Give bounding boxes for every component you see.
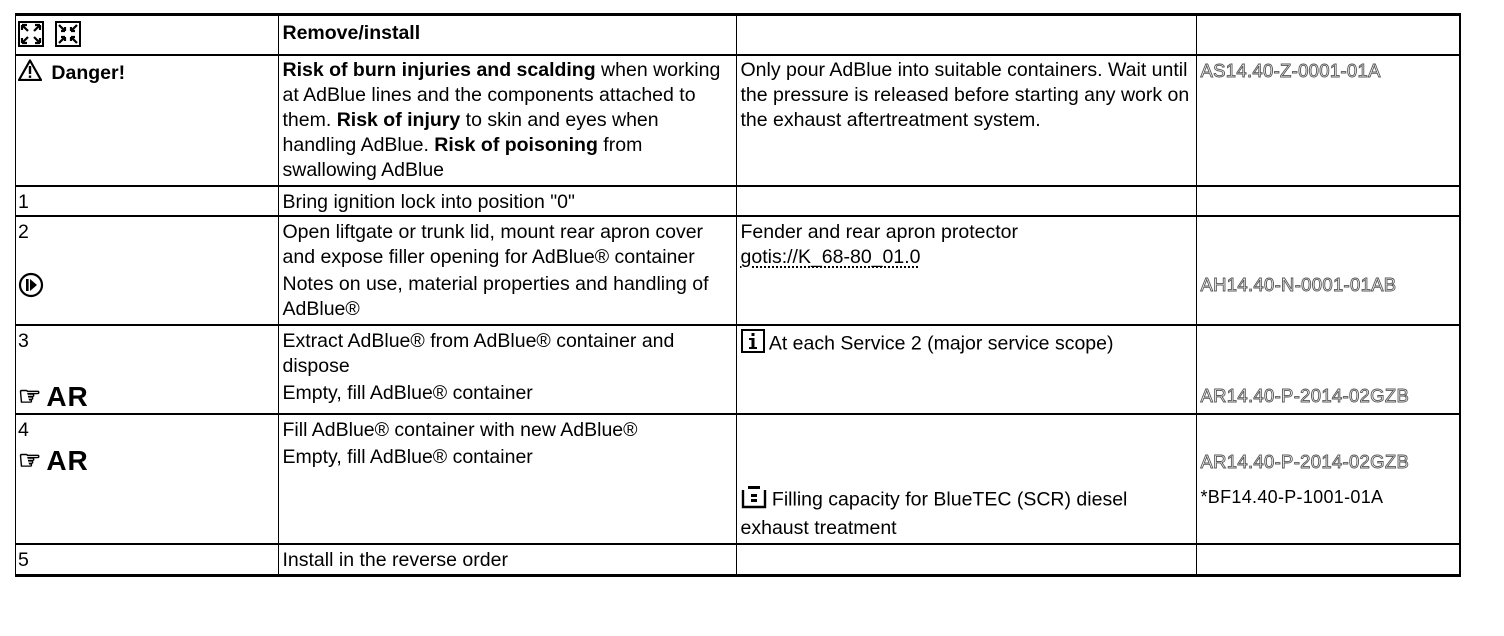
- header-row: [16, 16, 1459, 55]
- pointing-hand-icon: ☞: [18, 380, 43, 411]
- danger-ref-link[interactable]: AS14.40-Z-0001-01A: [1200, 60, 1381, 81]
- step-info-cell: [736, 414, 1196, 443]
- expand-icon[interactable]: [18, 21, 44, 54]
- ar-badge: [18, 443, 89, 477]
- step-number: 5: [16, 544, 278, 574]
- risk-poisoning-bold: Risk of poisoning: [434, 134, 598, 156]
- procedure-table: [16, 16, 1459, 574]
- step-row-5: [16, 544, 1459, 574]
- pointing-hand-icon: ☞: [18, 444, 43, 475]
- step-row-2: [16, 216, 1459, 270]
- step-number: 4: [16, 414, 278, 443]
- step-ref-cell: [1196, 544, 1459, 574]
- ar-ref-cell: [1196, 443, 1459, 477]
- step-text: Extract AdBlue® from AdBlue® container and dispose: [278, 325, 736, 379]
- ar-ref-link[interactable]: AR14.40-P-2014-02GZB: [1200, 385, 1410, 406]
- danger-measures: Only pour AdBlue into suitable containers. Wait until the pressure is released before starting any work on the exhaust aftertreatment system.: [736, 55, 1196, 186]
- danger-label-cell: [16, 55, 278, 186]
- step-info: At each Service 2 (major service scope): [768, 332, 1114, 355]
- step-row-1: [16, 186, 1459, 216]
- capacity-empty-cell: [16, 477, 278, 544]
- step-info-cell: [736, 544, 1196, 574]
- risk-poisoning-text: from swallowing AdBlue: [282, 134, 643, 181]
- step-text: Install in the reverse order: [278, 544, 736, 574]
- capacity-ref-cell: [1196, 477, 1459, 544]
- procedure-table-container: [15, 13, 1461, 577]
- step-row-3: [16, 325, 1459, 379]
- step-4-ar-row: [16, 443, 1459, 477]
- capacity-empty-cell: [278, 477, 736, 544]
- gotis-link[interactable]: gotis://K_68-80_01.0: [740, 246, 921, 268]
- step-info-cell: [736, 325, 1196, 379]
- step-number: 3: [16, 325, 278, 379]
- step-info: Fender and rear apron protector: [740, 221, 1018, 243]
- ar-label-cell: [16, 443, 278, 477]
- ar-text: Empty, fill AdBlue® container: [278, 379, 736, 414]
- step-ref-cell: [1196, 325, 1459, 379]
- ar-info-cell: [736, 379, 1196, 414]
- note-ref-cell: [1196, 270, 1459, 325]
- capacity-icon: [741, 485, 767, 516]
- ar-label: AR: [46, 380, 89, 412]
- risk-injury-bold: Risk of injury: [336, 109, 461, 131]
- step-ref-cell: [1196, 186, 1459, 216]
- ar-badge: [18, 379, 89, 413]
- capacity-text: Filling capacity for BlueTEC (SCR) diesel exhaust treatment: [740, 488, 1128, 539]
- step-number: 2: [16, 216, 278, 270]
- step-ref-cell: [1196, 414, 1459, 443]
- step-ref-cell: [1196, 216, 1459, 270]
- risk-injury-text: to skin and eyes when handling AdBlue.: [282, 109, 659, 156]
- warning-triangle-icon: [18, 59, 42, 88]
- note-ref-link[interactable]: AH14.40-N-0001-01AB: [1200, 274, 1397, 295]
- step-text: Bring ignition lock into position "0": [278, 186, 736, 216]
- capacity-ref-link[interactable]: *BF14.40-P-1001-01A: [1200, 487, 1384, 507]
- header-title: Remove/install: [278, 16, 736, 55]
- note-play-icon: [18, 272, 44, 305]
- ar-text: Empty, fill AdBlue® container: [278, 443, 736, 477]
- step-number: 1: [16, 186, 278, 216]
- danger-row: [16, 55, 1459, 186]
- danger-label: Danger!: [51, 61, 126, 84]
- danger-risks-cell: [278, 55, 736, 186]
- compress-icon[interactable]: [55, 21, 81, 54]
- note-info-cell: [736, 270, 1196, 325]
- note-icon-cell: [16, 270, 278, 325]
- capacity-info-cell: [736, 477, 1196, 544]
- ar-ref-link[interactable]: AR14.40-P-2014-02GZB: [1200, 451, 1410, 472]
- ar-label: AR: [46, 444, 89, 476]
- risk-burn-bold: Risk of burn injuries and scalding: [282, 59, 596, 81]
- info-icon: [741, 329, 765, 360]
- note-text: Notes on use, material properties and handling of AdBlue®: [278, 270, 736, 325]
- step-info-cell: [736, 216, 1196, 270]
- ar-label-cell: [16, 379, 278, 414]
- step-row-4: [16, 414, 1459, 443]
- step-4-capacity-row: [16, 477, 1459, 544]
- danger-ref: [1196, 55, 1459, 186]
- header-empty-cell-3: [736, 16, 1196, 55]
- header-icons-cell: [16, 16, 278, 55]
- risk-burn-text: when working at AdBlue lines and the components attached to them.: [282, 59, 721, 131]
- step-2-note-row: [16, 270, 1459, 325]
- ar-ref-cell: [1196, 379, 1459, 414]
- step-3-ar-row: [16, 379, 1459, 414]
- step-text: Open liftgate or trunk lid, mount rear apron cover and expose filler opening for AdBlue® container: [278, 216, 736, 270]
- header-empty-cell-4: [1196, 16, 1459, 55]
- step-text: Fill AdBlue® container with new AdBlue®: [278, 414, 736, 443]
- ar-info-cell: [736, 443, 1196, 477]
- step-info-cell: [736, 186, 1196, 216]
